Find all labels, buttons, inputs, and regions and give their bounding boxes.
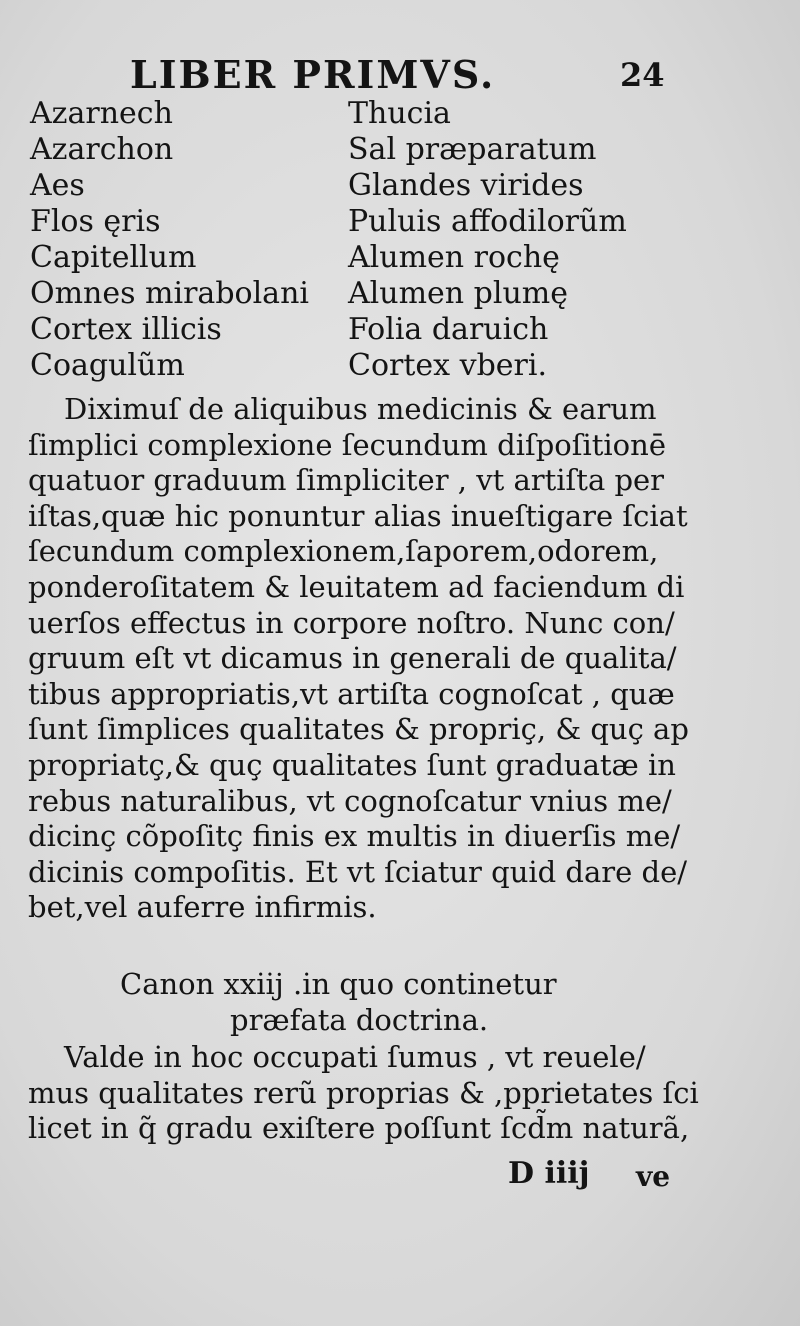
text-line: tibus appropriatis,vt artiſta cognoſcat , quæ bbox=[28, 676, 675, 711]
list-item-left: Azarchon bbox=[30, 132, 174, 167]
text-line: ſimplici complexione ſecundum diſpoſitionē bbox=[28, 427, 666, 462]
running-head: LIBER PRIMVS. bbox=[130, 52, 496, 97]
list-item-right: Glandes virides bbox=[348, 168, 584, 203]
text-line: Diximuſ de aliquibus medicinis & earum bbox=[64, 392, 657, 426]
text-line: iſtas,quæ hic ponuntur alias inueſtigare ſciat bbox=[28, 498, 688, 533]
catchword: ve bbox=[636, 1160, 671, 1193]
list-item-right: Thucia bbox=[348, 96, 451, 131]
text-line: dicinç cõpoſitç finis ex multis in diuerſis me/ bbox=[28, 819, 681, 854]
paragraph-1 bbox=[28, 392, 689, 926]
text-line: dicinis compoſitis. Et vt ſciatur quid dare de/ bbox=[28, 854, 688, 889]
list-item-right: Sal præparatum bbox=[348, 132, 597, 167]
text-line: licet in q̃ gradu exiſtere poſſunt ſcd̃m naturã, bbox=[28, 1111, 690, 1146]
list-item bbox=[30, 276, 690, 312]
text-line: rebus naturalibus, vt cognoſcatur vnius me/ bbox=[28, 783, 672, 818]
list-item bbox=[30, 96, 690, 132]
list-item bbox=[30, 348, 690, 384]
folio-number: 24 bbox=[620, 56, 665, 94]
list-item-right: Alumen plumę bbox=[348, 276, 568, 311]
list-item-left: Coagulũm bbox=[30, 348, 185, 383]
list-item bbox=[30, 168, 690, 204]
text-line: ſunt ſimplices qualitates & propriç, & quç ap bbox=[28, 712, 689, 747]
text-line: uerſos effectus in corpore noſtro. Nunc con/ bbox=[28, 605, 675, 640]
text-line: ſecundum complexionem,ſaporem,odorem, bbox=[28, 534, 659, 569]
text-line: gruum eſt vt dicamus in generali de qualita/ bbox=[28, 641, 677, 676]
list-item-left: Cortex illicis bbox=[30, 312, 222, 347]
simples-list bbox=[30, 96, 690, 384]
text-line: ponderoſitatem & leuitatem ad faciendum di bbox=[28, 569, 685, 604]
list-item-right: Puluis affodilorũm bbox=[348, 204, 627, 239]
list-item-left: Omnes mirabolani bbox=[30, 276, 309, 311]
list-item bbox=[30, 312, 690, 348]
list-item-left: Aes bbox=[30, 168, 85, 203]
text-line: propriatç,& quç qualitates ſunt graduatæ in bbox=[28, 747, 676, 782]
list-item bbox=[30, 240, 690, 276]
list-item-left: Flos ęris bbox=[30, 204, 161, 239]
list-item-right: Folia daruich bbox=[348, 312, 549, 347]
list-item-right: Alumen rochę bbox=[348, 240, 560, 275]
paragraph-2 bbox=[28, 1040, 699, 1147]
signature-mark: D iiij bbox=[508, 1156, 590, 1191]
canon-heading-line-1: Canon xxiij .in quo continetur bbox=[120, 967, 557, 1001]
page-header bbox=[130, 52, 690, 96]
canon-heading bbox=[28, 966, 680, 1038]
canon-heading-line-2: præfata doctrina. bbox=[230, 1003, 489, 1037]
text-line: mus qualitates rerũ proprias & ,pprietates ſci bbox=[28, 1075, 699, 1110]
list-item-left: Azarnech bbox=[30, 96, 173, 131]
list-item-left: Capitellum bbox=[30, 240, 197, 275]
text-line: Valde in hoc occupati ſumus , vt reuele/ bbox=[64, 1040, 646, 1074]
list-item bbox=[30, 204, 690, 240]
text-line: quatuor graduum ſimpliciter , vt artiſta per bbox=[28, 463, 665, 498]
list-item-right: Cortex vberi. bbox=[348, 348, 547, 383]
list-item bbox=[30, 132, 690, 168]
text-line: bet,vel auferre infirmis. bbox=[28, 890, 377, 925]
